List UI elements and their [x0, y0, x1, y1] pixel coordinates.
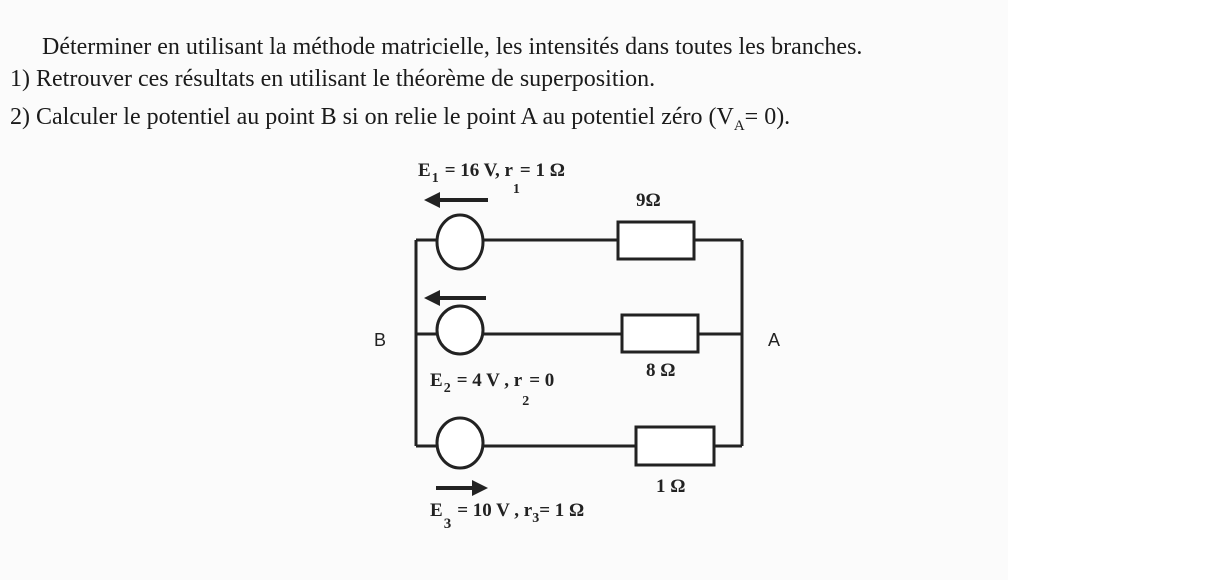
- resistor-2: [622, 315, 698, 352]
- source-1-label: $E_1 = 16$ V, $r_1= 1$ Ω: [418, 160, 565, 197]
- resistor-2-label: 8 Ω: [646, 360, 676, 381]
- node-a-label: A: [768, 330, 781, 350]
- source-3-symbol: [437, 418, 483, 468]
- resistor-3: [636, 427, 714, 465]
- node-b-label: B: [374, 330, 387, 350]
- resistor-1-label: 9Ω: [636, 190, 661, 211]
- question-2-text: 2) Calculer le potentiel au point B si on relie le point A au potentiel zéro (V: [10, 104, 734, 130]
- source-2-symbol: [437, 306, 483, 354]
- arrow-1-head: [424, 192, 440, 208]
- source-2-label: $E_2 = 4$ V , $r_2= 0$: [430, 370, 555, 409]
- question-1: 1) Retrouver ces résultats en utilisant le théorème de superposition.: [10, 66, 656, 92]
- resistor-1: [618, 222, 694, 259]
- question-2-end: = 0).: [744, 104, 791, 130]
- arrow-2-head: [424, 290, 440, 306]
- arrow-3-head: [472, 480, 488, 496]
- question-2-subscript: A: [733, 117, 745, 134]
- intro-text: Déterminer en utilisant la méthode matricielle, les intensités dans toutes les branches.: [42, 34, 863, 60]
- resistor-3-label: 1 Ω: [656, 476, 686, 497]
- source-3-label: $E_3= 10$ V , $r_3= 1$ Ω: [430, 500, 585, 532]
- source-1-symbol: [437, 215, 483, 269]
